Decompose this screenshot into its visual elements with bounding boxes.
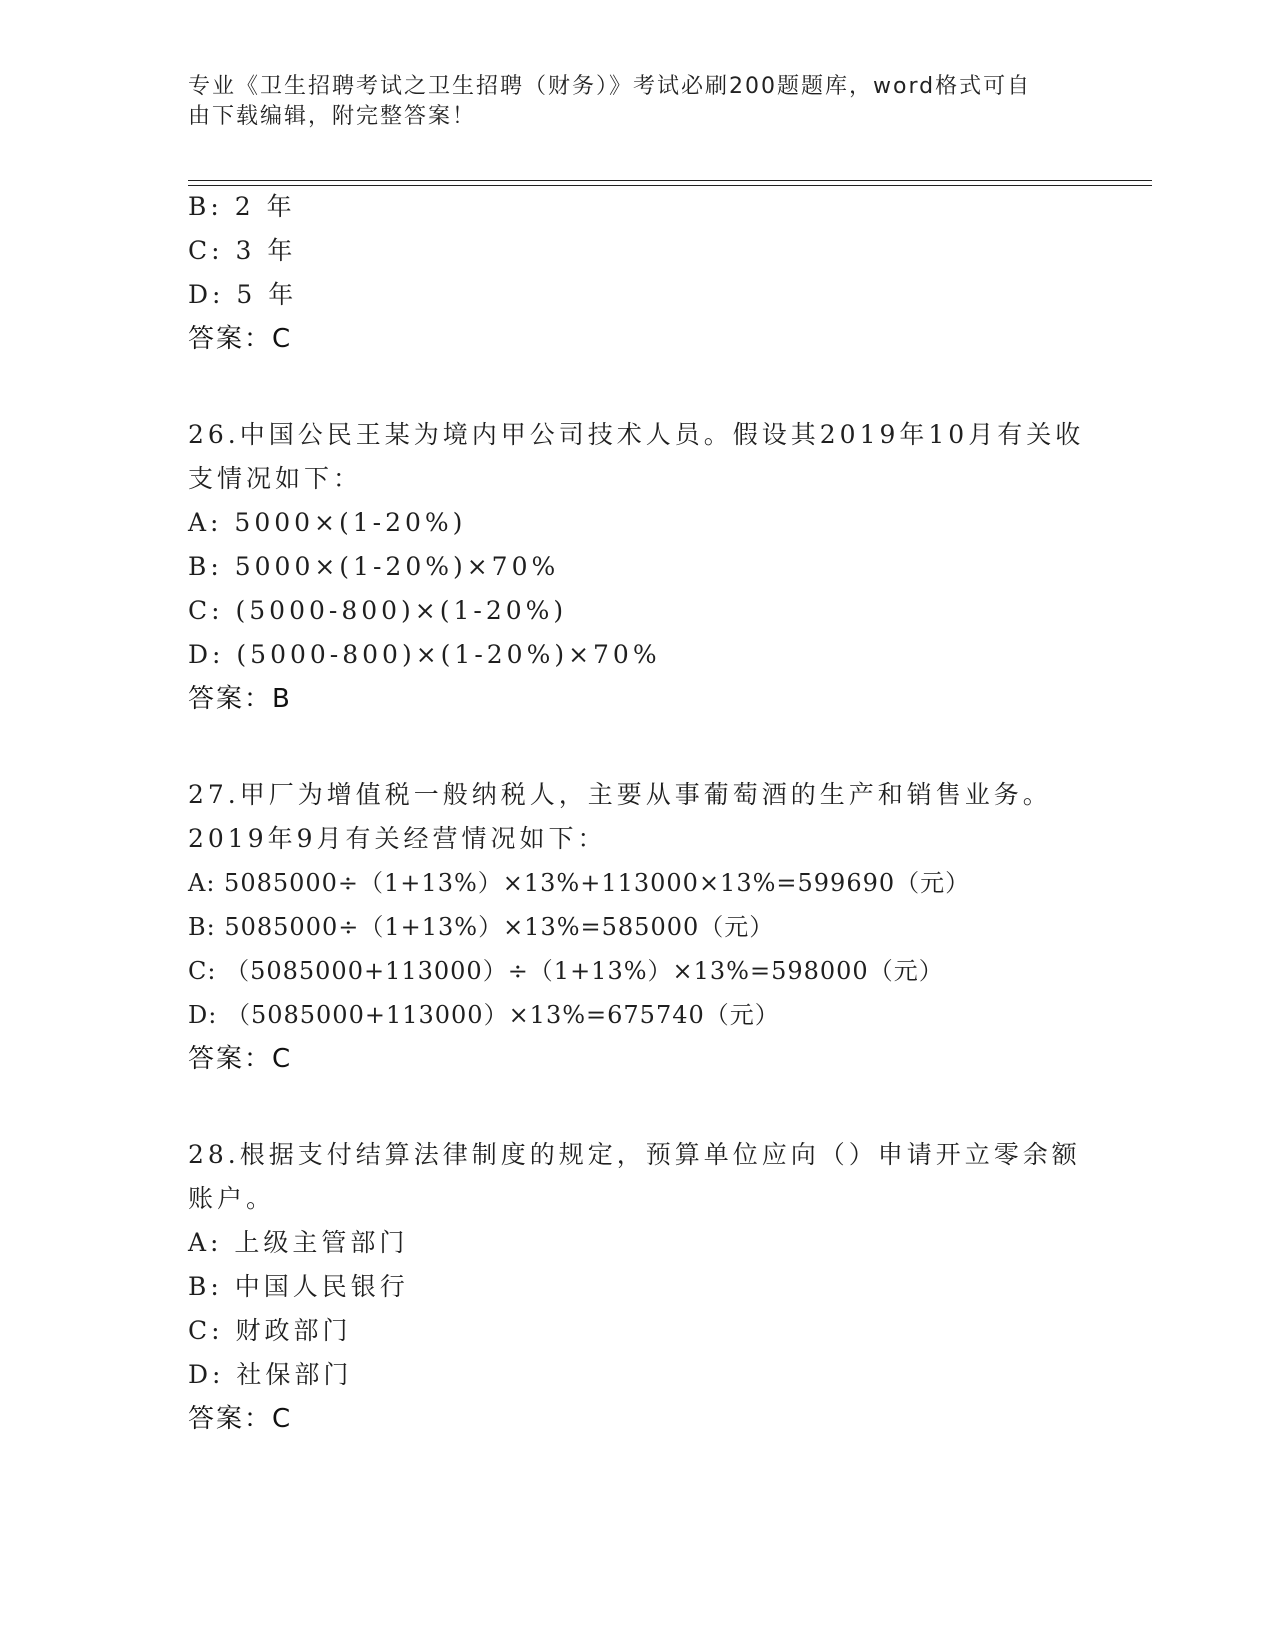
q26-answer: 答案：B bbox=[188, 684, 292, 714]
q25-option-d: D: 5 年 bbox=[188, 280, 298, 309]
q27-stem-line-2: 2019年9月有关经营情况如下： bbox=[188, 824, 607, 853]
q26-option-a: A: 5000×(1-20%) bbox=[188, 508, 467, 537]
header-line-2: 由下载编辑，附完整答案！ bbox=[188, 104, 477, 129]
q26-stem-line-1: 26.中国公民王某为境内甲公司技术人员。假设其2019年10月有关收 bbox=[188, 420, 1085, 449]
q28-answer: 答案：C bbox=[188, 1404, 293, 1434]
q27-option-a: A: 5085000÷（1+13%）×13%+113000×13%=599690（元） bbox=[188, 869, 971, 897]
q28-option-c: C: 财政部门 bbox=[188, 1316, 352, 1345]
document-header bbox=[188, 72, 1088, 132]
header-divider-bottom bbox=[188, 185, 1152, 186]
header-line-1: 专业《卫生招聘考试之卫生招聘（财务）》考试必刷200题题库，word格式可自 bbox=[188, 74, 1032, 99]
q27-answer: 答案：C bbox=[188, 1044, 293, 1074]
q28-option-d: D: 社保部门 bbox=[188, 1360, 353, 1389]
q28-stem-line-1: 28.根据支付结算法律制度的规定，预算单位应向（）申请开立零余额 bbox=[188, 1140, 1081, 1169]
q26-option-c: C: (5000-800)×(1-20%) bbox=[188, 596, 568, 625]
q26-option-b: B: 5000×(1-20%)×70% bbox=[188, 552, 560, 581]
q27-option-d: D: （5085000+113000）×13%=675740（元） bbox=[188, 1001, 780, 1029]
q27-option-c: C: （5085000+113000）÷（1+13%）×13%=598000（元） bbox=[188, 957, 944, 985]
q26-option-d: D: (5000-800)×(1-20%)×70% bbox=[188, 640, 661, 669]
header-divider-top bbox=[188, 180, 1152, 181]
q27-option-b: B: 5085000÷（1+13%）×13%=585000（元） bbox=[188, 913, 775, 941]
q25-option-b: B: 2 年 bbox=[188, 192, 296, 221]
q26-stem-line-2: 支情况如下： bbox=[188, 464, 363, 493]
q25-answer: 答案：C bbox=[188, 324, 293, 354]
q28-stem-line-2: 账户。 bbox=[188, 1184, 276, 1213]
q28-option-b: B: 中国人民银行 bbox=[188, 1272, 409, 1301]
q27-stem-line-1: 27.甲厂为增值税一般纳税人，主要从事葡萄酒的生产和销售业务。 bbox=[188, 780, 1052, 809]
q28-option-a: A: 上级主管部门 bbox=[188, 1228, 409, 1257]
q25-option-c: C: 3 年 bbox=[188, 236, 297, 265]
